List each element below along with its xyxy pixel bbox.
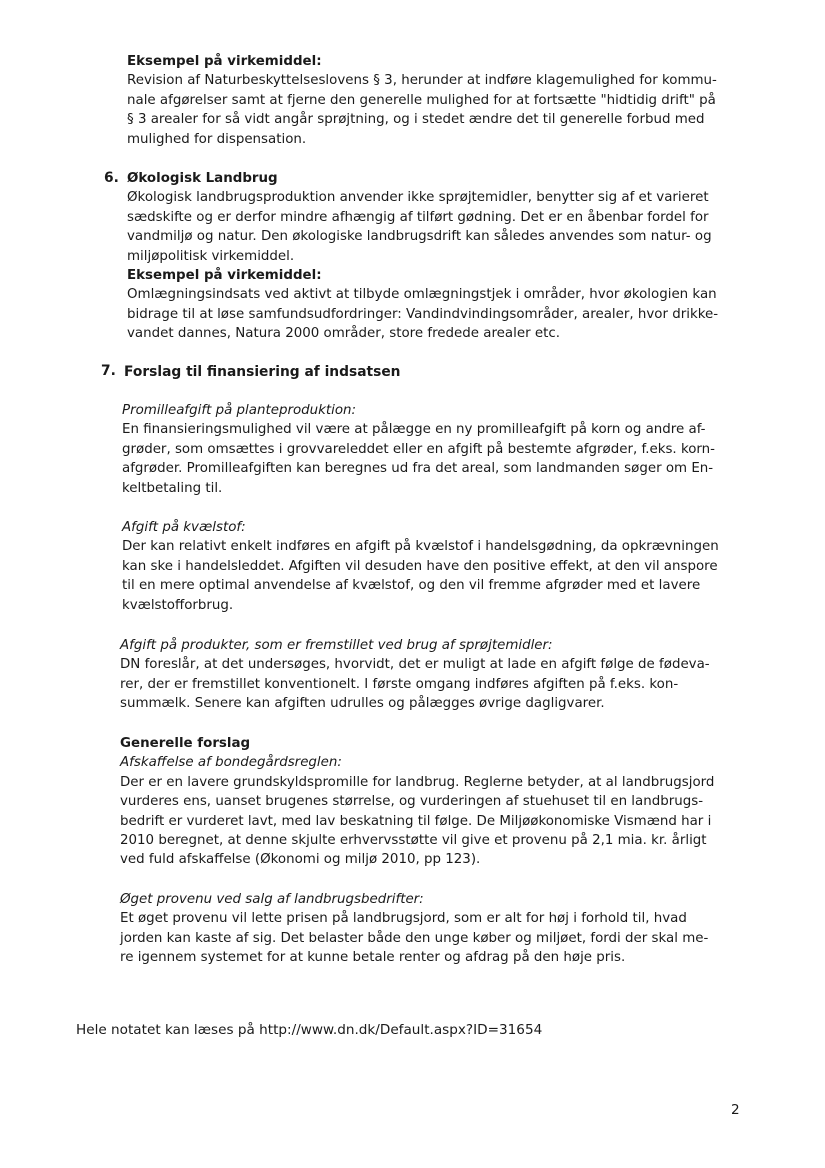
- section-6-line-2: sædskifte og er derfor mindre afhængig af tilført gødning. Det er en åbenbar fordel for: [127, 209, 709, 225]
- footer-note: Hele notatet kan læses på http://www.dn.dk/Default.aspx?ID=31654: [76, 1022, 543, 1038]
- section-7-title: Forslag til finansiering af indsatsen: [124, 364, 401, 380]
- intro-example-heading: Eksempel på virkemiddel:: [127, 54, 322, 69]
- kvaelstof-line-2: kan ske i handelsleddet. Afgiften vil desuden have den positive effekt, at den vil anspore: [122, 558, 718, 574]
- generelle-line-3: bedrift er vurderet lavt, med lav beskatning til følge. De Miljøøkonomiske Vismænd har i: [120, 813, 712, 829]
- section-6-line-4: miljøpolitisk virkemiddel.: [127, 248, 295, 264]
- section-6-block: [127, 169, 718, 344]
- section-6-example-heading: Eksempel på virkemiddel:: [127, 268, 322, 284]
- intro-line-3: § 3 arealer for så vidt angår sprøjtning, og i stedet ændre det til generelle forbud med: [127, 112, 705, 128]
- provenu-subheading: Øget provenu ved salg af landbrugsbedrifter:: [120, 892, 424, 907]
- intro-line-1: Revision af Naturbeskyttelseslovens § 3, herunder at indføre klagemulighed for kommu-: [127, 73, 717, 89]
- intro-line-4: mulighed for dispensation.: [127, 131, 307, 147]
- section-6-example-line-2: bidrage til at løse samfundsudfordringer: Vandindvindingsområder, arealer, hvor drikke-: [127, 306, 719, 322]
- section-6-line-1: Økologisk landbrugsproduktion anvender ikke sprøjtemidler, benytter sig af et varieret: [127, 190, 709, 206]
- produkter-subheading: Afgift på produkter, som er fremstillet ved brug af sprøjtemidler:: [120, 638, 553, 653]
- kvaelstof-block: [122, 518, 719, 615]
- kvaelstof-line-3: til en mere optimal anvendelse af kvælstof, og den vil fremme afgrøder med et lavere: [122, 578, 701, 594]
- section-6-example-line-1: Omlægningsindsats ved aktivt at tilbyde omlægningstjek i områder, hvor økologien kan: [127, 287, 717, 303]
- section-6-title: Økologisk Landbrug: [127, 171, 278, 186]
- produkter-line-3: summælk. Senere kan afgiften udrulles og pålægges øvrige dagligvarer.: [120, 696, 605, 712]
- section-6-example-line-3: vandet dannes, Natura 2000 områder, store fredede arealer etc.: [127, 326, 560, 342]
- generelle-line-5: ved fuld afskaffelse (Økonomi og miljø 2010, pp 123).: [120, 852, 481, 868]
- produkter-block: [120, 636, 710, 714]
- produkter-line-1: DN foreslår, at det undersøges, hvorvidt, det er muligt at lade en afgift følge de fødeva-: [120, 657, 710, 673]
- kvaelstof-subheading: Afgift på kvælstof:: [122, 520, 246, 535]
- provenu-line-1: Et øget provenu vil lette prisen på landbrugsjord, som er alt for høj i forhold til, hvad: [120, 911, 687, 927]
- section-6-number: 6.: [104, 170, 119, 186]
- intro-example-block: [127, 52, 717, 149]
- promille-line-2: grøder, som omsættes i grovvareleddet eller en afgift på bestemte afgrøder, f.eks. korn-: [122, 441, 715, 457]
- provenu-block: [120, 890, 708, 968]
- page-number: 2: [731, 1102, 740, 1118]
- generelle-line-1: Der er en lavere grundskyldspromille for landbrug. Reglerne betyder, at al landbrugsjord: [120, 774, 715, 790]
- generelle-line-4: 2010 beregnet, at denne skjulte erhvervsstøtte vil give et provenu på 2,1 mia. kr. årligt: [120, 833, 707, 849]
- generelle-heading: Generelle forslag: [120, 736, 251, 751]
- produkter-line-2: rer, der er fremstillet konventionelt. I første omgang indføres afgiften på f.eks. kon-: [120, 676, 679, 692]
- promille-block: [122, 401, 715, 498]
- generelle-line-2: vurderes ens, uanset brugenes størrelse, og vurderingen af stuehuset til en landbrugs-: [120, 794, 704, 810]
- kvaelstof-line-4: kvælstofforbrug.: [122, 597, 234, 613]
- promille-line-3: afgrøder. Promilleafgiften kan beregnes ud fra det areal, som landmanden søger om En-: [122, 461, 714, 477]
- intro-line-2: nale afgørelser samt at fjerne den generelle mulighed for at fortsætte "hidtidig drift" på: [127, 92, 716, 108]
- section-6-line-3: vandmiljø og natur. Den økologiske landbrugsdrift kan således anvendes som natur- og: [127, 229, 712, 245]
- kvaelstof-line-1: Der kan relativt enkelt indføres en afgift på kvælstof i handelsgødning, da opkrævningen: [122, 539, 719, 555]
- promille-subheading: Promilleafgift på planteproduktion:: [122, 403, 357, 418]
- promille-line-4: keltbetaling til.: [122, 480, 223, 496]
- provenu-line-2: jorden kan kaste af sig. Det belaster både den unge køber og miljøet, fordi der skal me-: [120, 930, 709, 946]
- generelle-subheading: Afskaffelse af bondegårdsreglen:: [120, 755, 342, 771]
- promille-line-1: En finansieringsmulighed vil være at pålægge en ny promilleafgift på korn og andre af-: [122, 422, 706, 438]
- generelle-block: [120, 734, 714, 870]
- provenu-line-3: re igennem systemet for at kunne betale renter og afdrag på den høje pris.: [120, 950, 626, 966]
- section-7-number: 7.: [101, 363, 116, 379]
